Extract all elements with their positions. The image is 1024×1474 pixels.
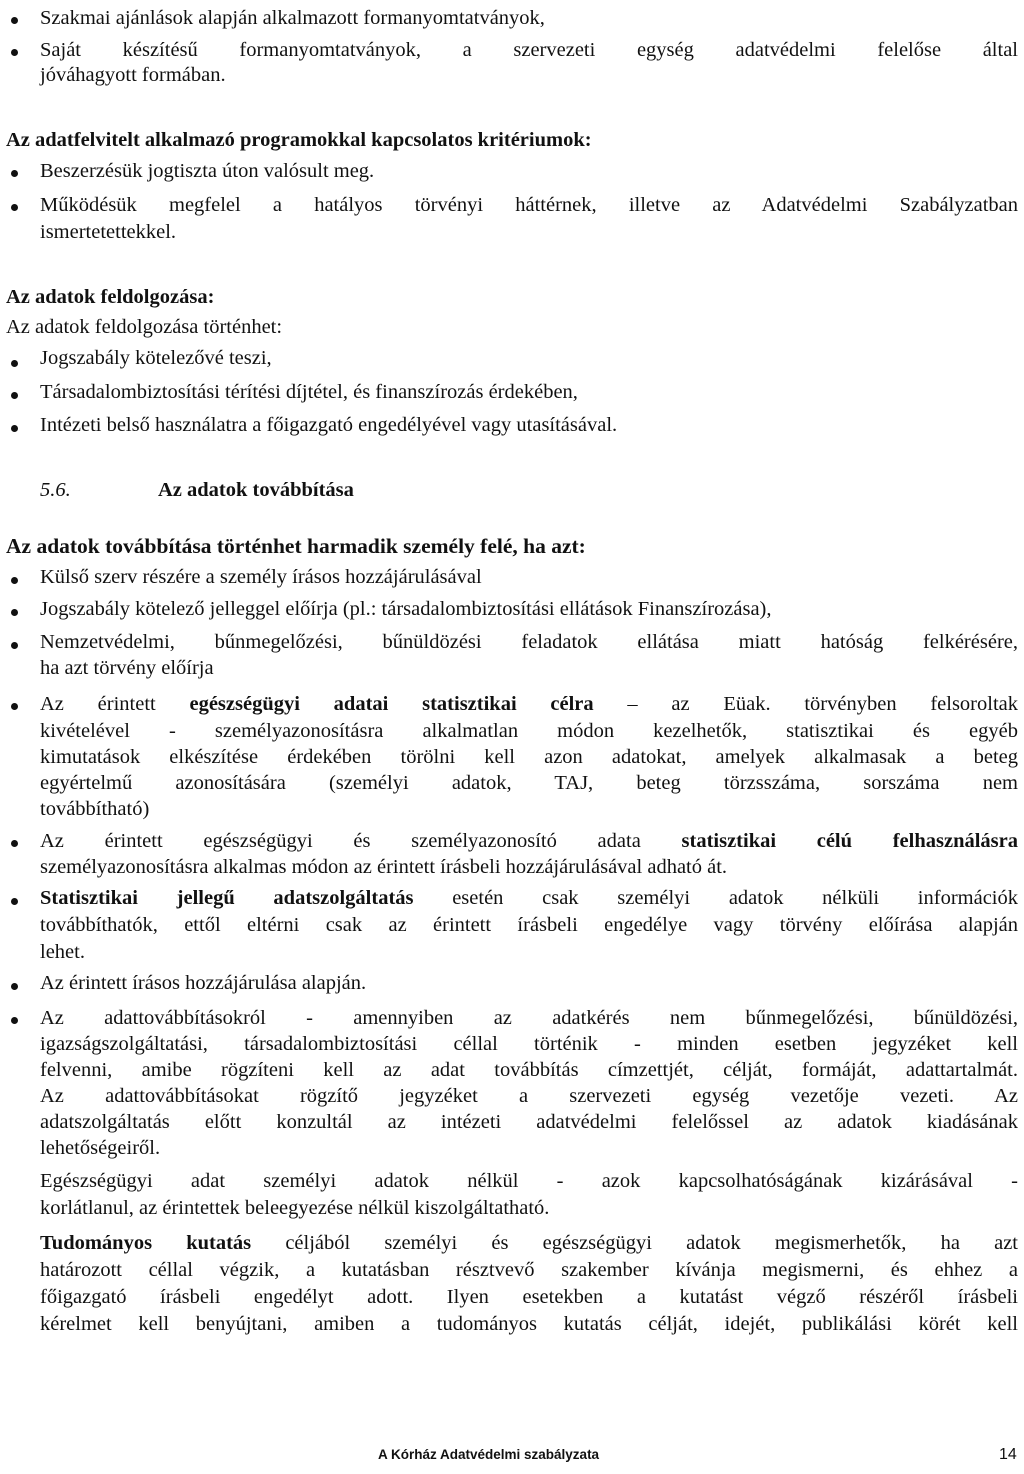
transfer-item4-line5: továbbítható) <box>40 798 150 820</box>
health-data-para-line1: Egészségügyi adat személyi adatok nélkül - azok kapcsolhatóságának kizárásával - <box>40 1170 1018 1192</box>
transfer-item6-line3: lehet. <box>40 941 85 963</box>
processing-item3: Intézeti belső használatra a főigazgató engedélyével vagy utasításával. <box>40 414 618 436</box>
list1-item2-line1: Saját készítésű formanyomtatványok, a szervezeti egység adatvédelmi felelőse által <box>40 39 1018 61</box>
list1-item2-line2: jóváhagyott formában. <box>40 64 226 86</box>
bullet-marker <box>11 49 18 56</box>
processing-item2: Társadalombiztosítási térítési díjtétel, és finanszírozás érdekében, <box>40 381 578 403</box>
transfer-item6-post: esetén csak személyi adatok nélküli információk <box>413 887 1018 909</box>
section-software-heading: Az adatfelvitelt alkalmazó programokkal kapcsolatos kritériumok: <box>6 129 592 151</box>
research-bold: Tudományos kutatás <box>40 1232 252 1254</box>
processing-item1: Jogszabály kötelezővé teszi, <box>40 347 272 369</box>
transfer-item5-line1 <box>40 829 1018 853</box>
transfer-item6-line1 <box>40 886 1018 910</box>
transfer-item6-bold: Statisztikai jellegű adatszolgáltatás <box>40 887 414 909</box>
section-number: 5.6. <box>40 479 71 501</box>
list1-item1: Szakmai ajánlások alapján alkalmazott formanyomtatványok, <box>40 7 545 29</box>
transfer-item4-line3: kimutatások elkészítése érdekében törölni kell azon adatokat, amelyek alkalmasak a beteg <box>40 746 1018 768</box>
transfer-item5-pre: Az érintett egészségügyi és személyazonosító adata <box>40 830 682 852</box>
transfer-item4-line4: egyértelmű azonosítására (személyi adatok, TAJ, beteg törzsszáma, sorszáma nem <box>40 772 1018 794</box>
bullet-marker <box>11 577 18 584</box>
bullet-marker <box>11 204 18 211</box>
research-para-line2: határozott céllal végzik, a kutatásban résztvevő szakember kívánja megismerni, és ehhez a <box>40 1259 1018 1281</box>
section-processing-heading: Az adatok feldolgozása: <box>6 286 215 308</box>
bullet-marker <box>11 170 18 177</box>
transfer-item5-bold: statisztikai célú felhasználásra <box>681 830 1019 852</box>
research-para-line3: főigazgató írásbeli engedélyt adott. Ilyen esetekben a kutatást végző részéről írásbeli <box>40 1286 1018 1308</box>
bullet-marker <box>11 392 18 399</box>
software-item1: Beszerzésük jogtiszta úton valósult meg. <box>40 160 375 182</box>
transfer-item8-line1: Az adattovábbításokról - amennyiben az adatkérés nem bűnmegelőzési, bűnüldözési, <box>40 1007 1018 1029</box>
section-title: Az adatok továbbítása <box>158 479 354 501</box>
bullet-marker <box>11 642 18 649</box>
transfer-item5-line2: személyazonosításra alkalmas módon az érintett írásbeli hozzájárulásával adható át. <box>40 856 728 878</box>
transfer-item1: Külső szerv részére a személy írásos hozzájárulásával <box>40 566 482 588</box>
software-item2-line2: ismertetettekkel. <box>40 221 177 243</box>
transfer-item8-line6: lehetőségeiről. <box>40 1137 161 1159</box>
health-data-para-line2: korlátlanul, az érintettek beleegyezése nélkül kiszolgáltatható. <box>40 1197 550 1219</box>
transfer-item8-line2: igazságszolgáltatási, társadalombiztosítási céllal történik - minden esetben jegyzéket kell <box>40 1033 1018 1055</box>
bullet-marker <box>11 425 18 432</box>
transfer-item8-line5: adatszolgáltatás előtt konzultál az intézeti adatvédelmi felelőssel az adatok kiadásának <box>40 1111 1018 1133</box>
bullet-marker <box>11 609 18 616</box>
bullet-marker <box>11 703 18 710</box>
research-para-line4: kérelmet kell benyújtani, amiben a tudományos kutatás célját, idejét, publikálási körét kell <box>40 1313 1018 1335</box>
transfer-item4-post: – az Eüak. törvényben felsoroltak <box>593 693 1018 715</box>
section-transfer-heading: Az adatok továbbítása történhet harmadik személy felé, ha azt: <box>6 534 586 558</box>
page-number: 14 <box>999 1446 1017 1463</box>
bullet-marker <box>11 360 18 367</box>
bullet-marker <box>11 1017 18 1024</box>
transfer-item4-bold: egészségügyi adatai statisztikai célra <box>189 693 594 715</box>
transfer-item4-line2: kivételével - személyazonosításra alkalmatlan módon kezelhetők, statisztikai és egyéb <box>40 720 1018 742</box>
bullet-marker <box>11 898 18 905</box>
bullet-marker <box>11 17 18 24</box>
software-item2-line1: Működésük megfelel a hatályos törvényi háttérnek, illetve az Adatvédelmi Szabályzatban <box>40 194 1018 216</box>
transfer-item2: Jogszabály kötelező jelleggel előírja (pl.: társadalombiztosítási ellátások Finanszírozása), <box>40 598 772 620</box>
transfer-item4-pre: Az érintett <box>40 693 190 715</box>
transfer-item8-line4: Az adattovábbításokat rögzítő jegyzéket a szervezeti egység vezetője vezeti. Az <box>40 1085 1018 1107</box>
research-post: céljából személyi és egészségügyi adatok megismerhetők, ha azt <box>251 1232 1019 1254</box>
transfer-item8-line3: felvenni, amibe rögzíteni kell az adat továbbítás címzettjét, célját, formáját, adattartalmát. <box>40 1059 1018 1081</box>
transfer-item3-line2: ha azt törvény előírja <box>40 657 214 679</box>
page-footer-title: A Kórház Adatvédelmi szabályzata <box>378 1447 600 1462</box>
transfer-item6-line2: továbbíthatók, ettől eltérni csak az érintett írásbeli engedélye vagy törvény előírása alapján <box>40 914 1018 936</box>
bullet-marker <box>11 840 18 847</box>
research-para-line1 <box>40 1231 1018 1255</box>
transfer-item4-line1 <box>40 692 1018 716</box>
transfer-item3-line1: Nemzetvédelmi, bűnmegelőzési, bűnüldözési feladatok ellátása miatt hatóság felkérésére, <box>40 631 1018 653</box>
processing-intro: Az adatok feldolgozása történhet: <box>6 316 283 338</box>
bullet-marker <box>11 983 18 990</box>
transfer-item7: Az érintett írásos hozzájárulása alapján. <box>40 972 367 994</box>
